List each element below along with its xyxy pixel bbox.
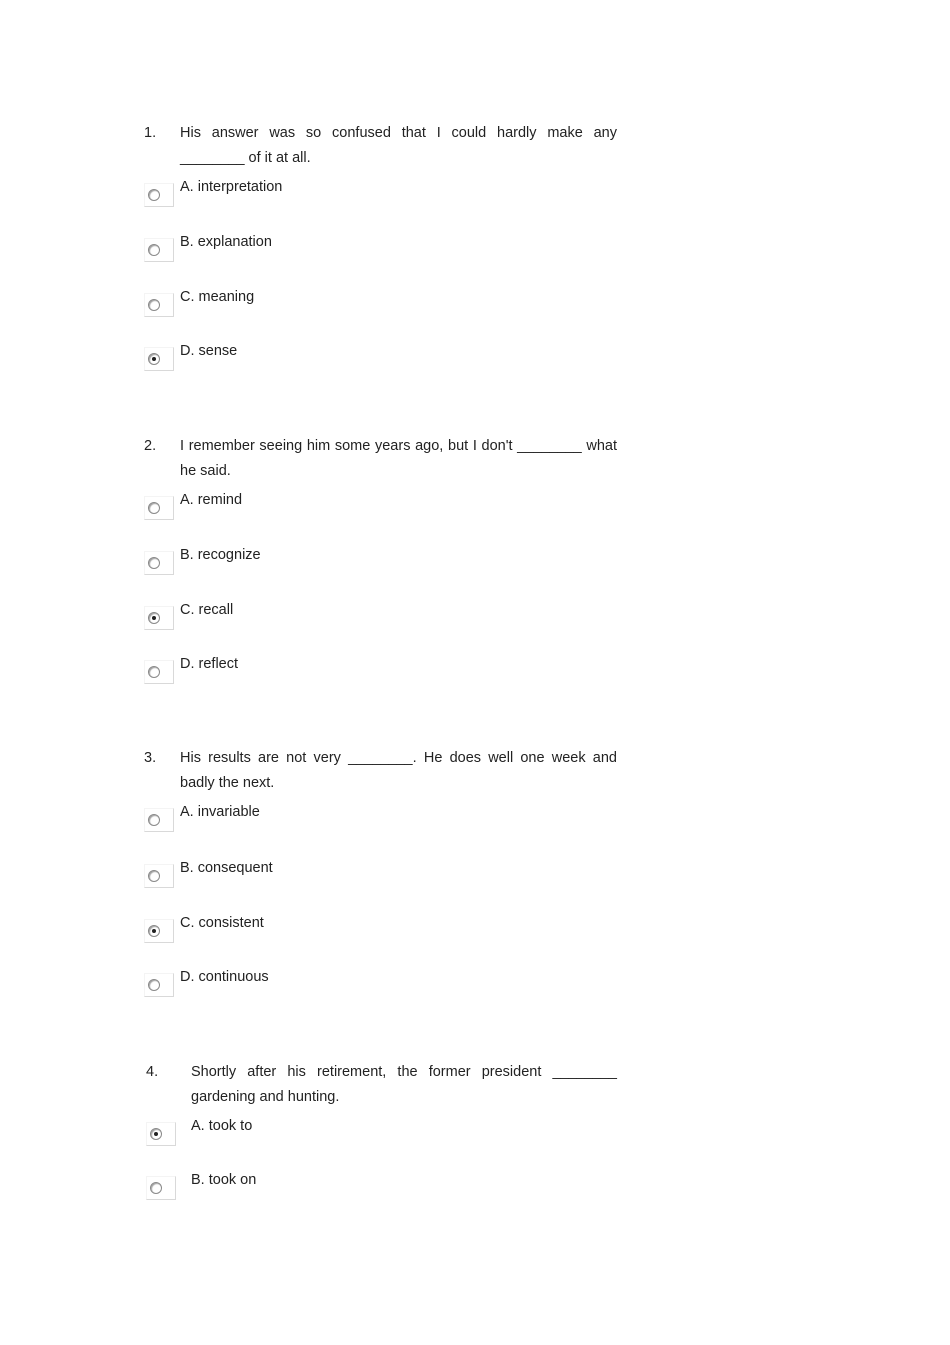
option-1d (0, 342, 950, 382)
option-2d (0, 655, 950, 695)
option-2c (0, 601, 950, 641)
radio-button-1d[interactable] (144, 347, 174, 371)
option-4a (0, 1117, 950, 1157)
option-label: B. consequent (180, 860, 273, 876)
question-number: 4. (146, 1064, 159, 1080)
radio-button-3c[interactable] (144, 919, 174, 943)
option-label: D. continuous (180, 969, 269, 985)
radio-button-3d[interactable] (144, 973, 174, 997)
question-text: Shortly after his retirement, the former president ________ gardening and hunting. (191, 1064, 617, 1105)
option-label: C. recall (180, 602, 234, 618)
question-number: 2. (144, 438, 157, 454)
radio-button-3b[interactable] (144, 864, 174, 888)
option-3a (0, 803, 950, 843)
radio-circle-icon (148, 557, 160, 569)
radio-circle-icon (150, 1128, 162, 1140)
option-label: D. sense (180, 343, 238, 359)
option-1a (0, 178, 950, 218)
radio-circle-icon (148, 666, 160, 678)
option-4b (0, 1171, 950, 1211)
option-label: A. interpretation (180, 179, 283, 195)
radio-circle-icon (150, 1182, 162, 1194)
radio-button-4b[interactable] (146, 1176, 176, 1200)
radio-circle-icon (148, 244, 160, 256)
radio-button-1c[interactable] (144, 293, 174, 317)
radio-circle-icon (148, 502, 160, 514)
option-label: A. took to (191, 1118, 253, 1134)
question-number: 1. (144, 125, 157, 141)
radio-circle-icon (148, 353, 160, 365)
radio-button-1b[interactable] (144, 238, 174, 262)
option-label: A. remind (180, 492, 243, 508)
radio-button-3a[interactable] (144, 808, 174, 832)
radio-button-2a[interactable] (144, 496, 174, 520)
radio-circle-icon (148, 612, 160, 624)
radio-button-2c[interactable] (144, 606, 174, 630)
radio-circle-icon (148, 979, 160, 991)
question-number: 3. (144, 750, 157, 766)
radio-button-2b[interactable] (144, 551, 174, 575)
option-3b (0, 859, 950, 899)
radio-button-1a[interactable] (144, 183, 174, 207)
option-1b (0, 233, 950, 273)
option-1c (0, 288, 950, 328)
radio-button-2d[interactable] (144, 660, 174, 684)
option-label: B. recognize (180, 547, 261, 563)
option-2a (0, 491, 950, 531)
option-label: A. invariable (180, 804, 260, 820)
option-label: C. consistent (180, 915, 264, 931)
radio-button-4a[interactable] (146, 1122, 176, 1146)
option-3d (0, 968, 950, 1008)
radio-circle-icon (148, 925, 160, 937)
radio-circle-icon (148, 189, 160, 201)
option-3c (0, 914, 950, 954)
question-text: His results are not very ________. He does well one week and badly the next. (180, 750, 617, 791)
question-text: I remember seeing him some years ago, but I don't ________ what he said. (180, 438, 617, 479)
option-label: B. took on (191, 1172, 257, 1188)
radio-circle-icon (148, 299, 160, 311)
radio-circle-icon (148, 814, 160, 826)
option-label: D. reflect (180, 656, 239, 672)
option-2b (0, 546, 950, 586)
option-label: C. meaning (180, 289, 255, 305)
question-text: His answer was so confused that I could hardly make any ________ of it at all. (180, 125, 617, 166)
option-label: B. explanation (180, 234, 272, 250)
radio-circle-icon (148, 870, 160, 882)
